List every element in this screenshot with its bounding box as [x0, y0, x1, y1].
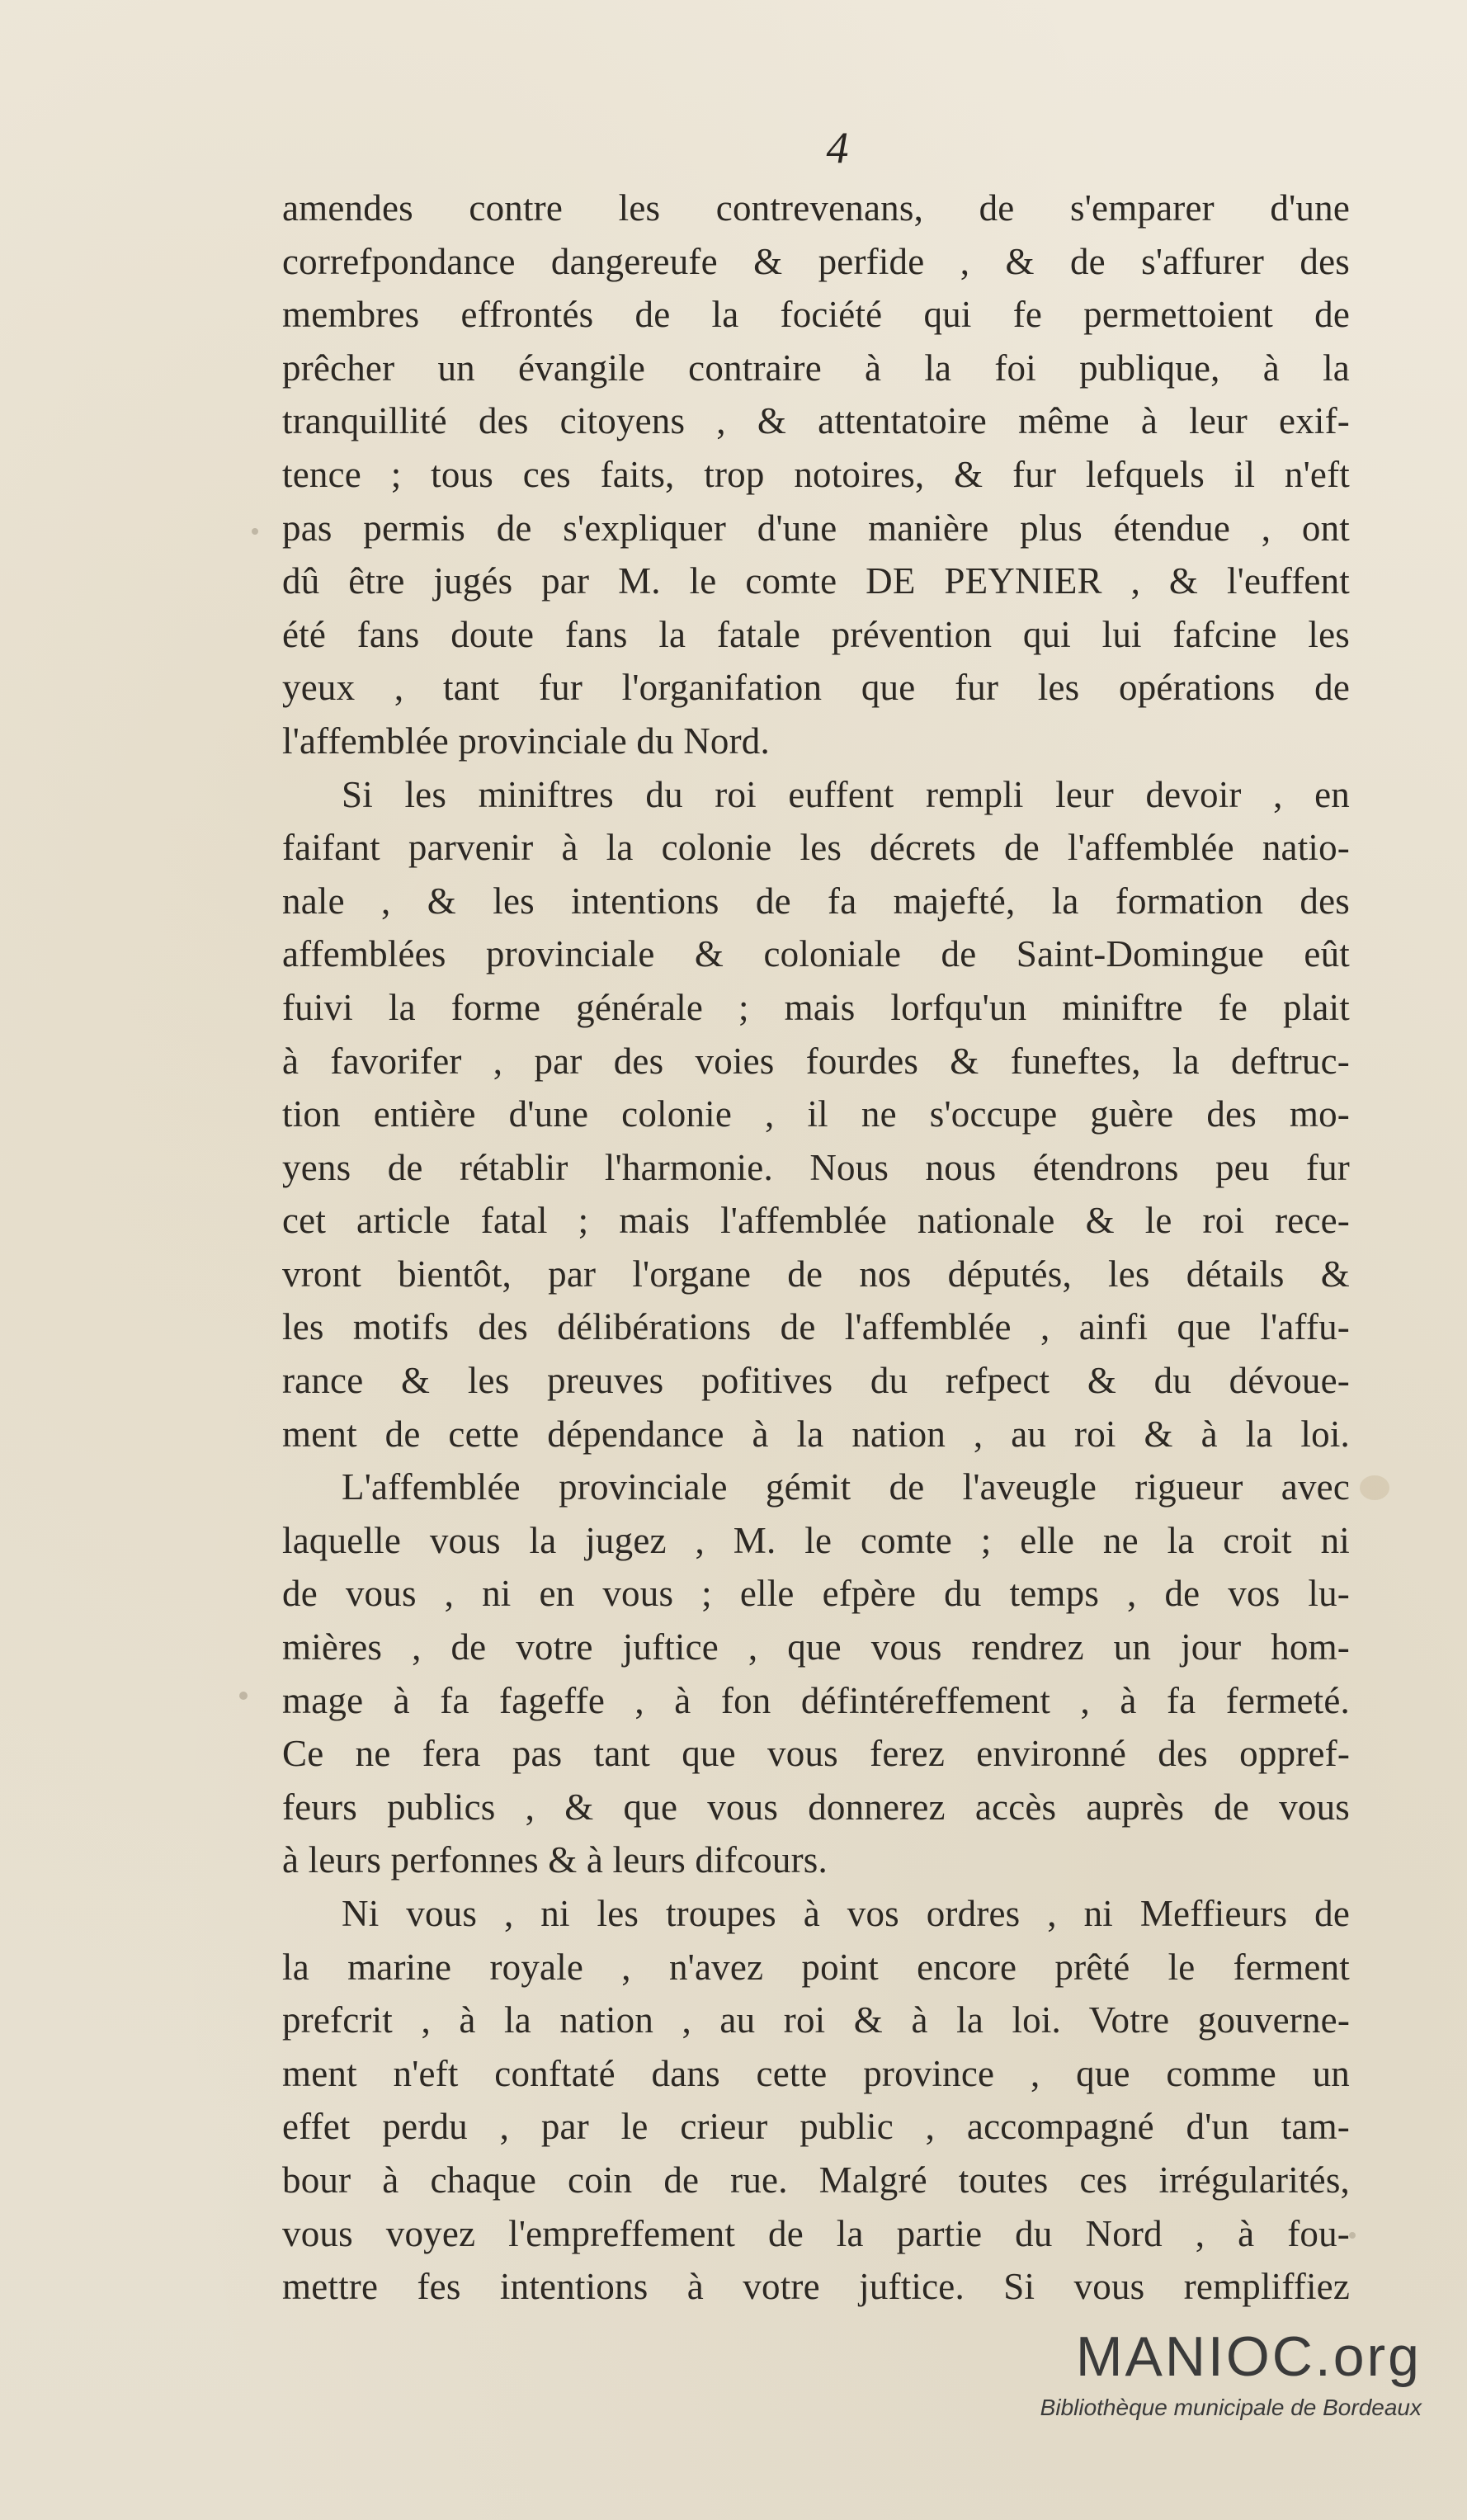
text-line: tence ; tous ces faits, trop notoires, & fur lefquels il n'eft [282, 453, 1350, 495]
paper-stain [239, 1692, 248, 1700]
text-line: prefcrit , à la nation , au roi & à la loi. Votre gouverne- [282, 1999, 1350, 2041]
text-line: membres effrontés de la fociété qui fe permettoient de [282, 294, 1350, 336]
text-line: été fans doute fans la fatale prévention qui lui fafcine les [282, 613, 1350, 655]
text-line: ment n'eft conftaté dans cette province , que comme un [282, 2052, 1350, 2094]
text-line: dû être jugés par M. le comte DE PEYNIER , & l'euffent [282, 560, 1350, 602]
library-watermark [1040, 2325, 1422, 2421]
paper-stain [1360, 1475, 1389, 1500]
text-line: à favorifer , par des voies fourdes & funeftes, la deftruc- [282, 1040, 1350, 1082]
text-line: la marine royale , n'avez point encore prêté le ferment [282, 1946, 1350, 1988]
text-line: fuivi la forme générale ; mais lorfqu'un miniftre fe plait [282, 986, 1350, 1028]
body-text [282, 182, 1350, 2314]
text-line: vous voyez l'empreffement de la partie du Nord , à fou- [282, 2212, 1350, 2254]
text-line: pas permis de s'expliquer d'une manière plus étendue , ont [282, 507, 1350, 549]
text-line: yeux , tant fur l'organifation que fur les opérations de [282, 667, 1350, 709]
text-line: Ce ne fera pas tant que vous ferez environné des oppref- [282, 1733, 1350, 1775]
text-line: feurs publics , & que vous donnerez accès auprès de vous [282, 1786, 1350, 1828]
text-line: vront bientôt, par l'organe de nos députés, les détails & [282, 1253, 1350, 1295]
library-credit: Bibliothèque municipale de Bordeaux [1040, 2395, 1422, 2420]
text-line: cet article fatal ; mais l'affemblée nationale & le roi rece- [282, 1200, 1350, 1242]
text-line: mettre fes intentions à votre juftice. Si vous rempliffiez [282, 2266, 1350, 2308]
text-line: à leurs perfonnes & à leurs difcours. [282, 1839, 828, 1881]
text-line: amendes contre les contrevenans, de s'emparer d'une [282, 187, 1350, 229]
page-number: 4 [826, 123, 849, 172]
paragraph-first-line: Si les miniftres du roi euffent rempli leur devoir , en [342, 773, 1350, 815]
text-line: les motifs des délibérations de l'affemblée , ainfi que l'affu- [282, 1306, 1350, 1348]
text-line: prêcher un évangile contraire à la foi publique, à la [282, 347, 1350, 389]
manioc-logo: MANIOC.org [1075, 2325, 1422, 2388]
text-line: bour à chaque coin de rue. Malgré toutes ces irrégularités, [282, 2159, 1350, 2201]
text-line: mage à fa fageffe , à fon défintéreffement , à fa fermeté. [282, 1679, 1350, 1721]
paragraph-first-line: L'affemblée provinciale gémit de l'aveugle rigueur avec [342, 1466, 1350, 1508]
paragraph-first-line: Ni vous , ni les troupes à vos ordres , ni Meffieurs de [342, 1893, 1350, 1934]
text-line: yens de rétablir l'harmonie. Nous nous étendrons peu fur [282, 1146, 1350, 1188]
text-line: mières , de votre juftice , que vous rendrez un jour hom- [282, 1626, 1350, 1668]
text-line: correfpondance dangereufe & perfide , & de s'affurer des [282, 240, 1350, 282]
text-line: laquelle vous la jugez , M. le comte ; elle ne la croit ni [282, 1519, 1350, 1561]
paper-stain [1349, 2232, 1356, 2239]
text-line: effet perdu , par le crieur public , accompagné d'un tam- [282, 2106, 1350, 2148]
text-line: nale , & les intentions de fa majefté, la formation des [282, 880, 1350, 922]
text-line: rance & les preuves pofitives du refpect & du dévoue- [282, 1360, 1350, 1402]
text-line: faifant parvenir à la colonie les décrets de l'affemblée natio- [282, 827, 1350, 869]
text-line: affemblées provinciale & coloniale de Saint-Domingue eût [282, 933, 1350, 975]
text-line: ment de cette dépendance à la nation , au roi & à la loi. [282, 1413, 1350, 1455]
paper-stain [252, 528, 258, 535]
text-line: tion entière d'une colonie , il ne s'occupe guère des mo- [282, 1093, 1350, 1135]
text-line: tranquillité des citoyens , & attentatoire même à leur exif- [282, 400, 1350, 442]
text-line: de vous , ni en vous ; elle efpère du temps , de vos lu- [282, 1573, 1350, 1615]
text-line: l'affemblée provinciale du Nord. [282, 720, 770, 762]
